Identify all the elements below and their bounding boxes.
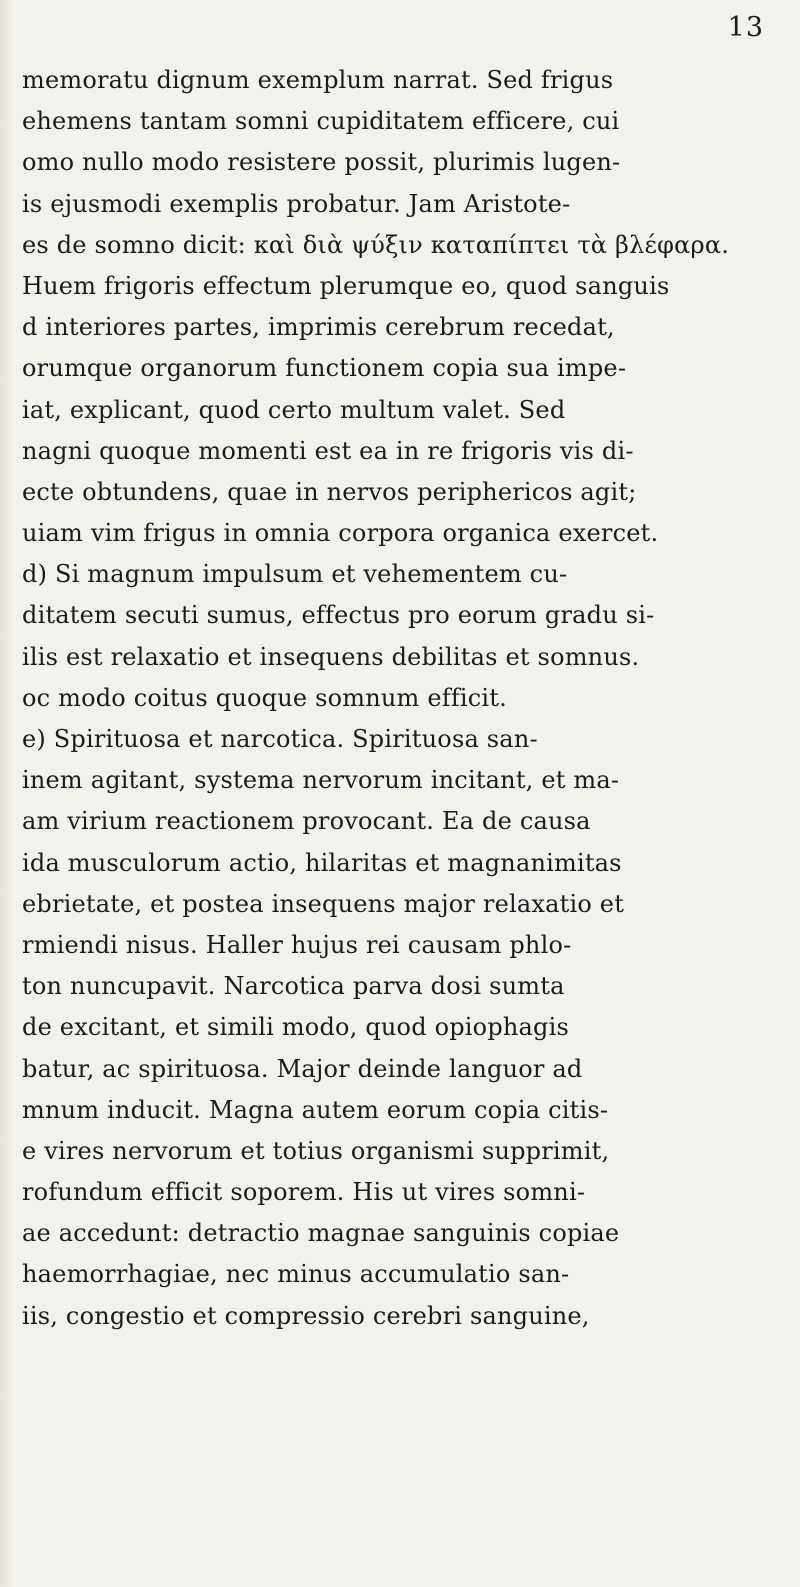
- text-line: mnum inducit. Magna autem eorum copia citis-: [22, 1095, 609, 1124]
- text-line: oc modo coitus quoque somnum efficit.: [22, 683, 507, 712]
- text-line: es de somno dicit: καὶ διὰ ψύξιν καταπίπτει τὰ βλέφαρα.: [22, 230, 730, 259]
- text-line: ehemens tantam somni cupiditatem efficere, cui: [22, 107, 620, 136]
- text-line: am virium reactionem provocant. Ea de causa: [22, 807, 591, 836]
- text-line: is ejusmodi exemplis probatur. Jam Aristote-: [22, 189, 571, 218]
- text-line: ebrietate, et postea insequens major relaxatio et: [22, 889, 625, 918]
- text-line: batur, ac spirituosa. Major deinde languor ad: [22, 1054, 583, 1083]
- text-line: iis, congestio et compressio cerebri sanguine,: [22, 1301, 590, 1330]
- text-line: ilis est relaxatio et insequens debilitas et somnus.: [22, 642, 640, 671]
- text-line: ida musculorum actio, hilaritas et magnanimitas: [22, 848, 622, 877]
- text-line: ecte obtundens, quae in nervos periphericos agit;: [22, 477, 637, 506]
- text-line: inem agitant, systema nervorum incitant, et ma-: [22, 766, 620, 795]
- text-line: iat, explicant, quod certo multum valet. Sed: [22, 395, 566, 424]
- text-line: rofundum efficit soporem. His ut vires somni-: [22, 1178, 586, 1207]
- text-line: e) Spirituosa et narcotica. Spirituosa san-: [22, 725, 538, 753]
- text-line: haemorrhagiae, nec minus accumulatio san-: [22, 1260, 570, 1289]
- text-line: nagni quoque momenti est ea in re frigoris vis di-: [22, 436, 634, 465]
- text-line: ditatem secuti sumus, effectus pro eorum gradu si-: [22, 601, 655, 630]
- text-line: uiam vim frigus in omnia corpora organica exercet.: [22, 519, 659, 548]
- body-text: [22, 60, 792, 1337]
- text-line: ton nuncupavit. Narcotica parva dosi sumta: [22, 972, 565, 1001]
- text-line: Huem frigoris effectum plerumque eo, quod sanguis: [22, 271, 670, 300]
- text-line: ae accedunt: detractio magnae sanguinis copiae: [22, 1219, 620, 1248]
- text-line: rmiendi nisus. Haller hujus rei causam phlo-: [22, 930, 572, 959]
- text-line: e vires nervorum et totius organismi supprimit,: [22, 1136, 610, 1165]
- text-line: orumque organorum functionem copia sua impe-: [22, 354, 627, 383]
- text-line: d) Si magnum impulsum et vehementem cu-: [22, 560, 568, 589]
- binding-shadow: [0, 0, 14, 1587]
- page-number: 13: [727, 12, 764, 43]
- text-line: d interiores partes, imprimis cerebrum recedat,: [22, 313, 615, 342]
- text-line: omo nullo modo resistere possit, plurimis lugen-: [22, 148, 621, 177]
- text-line: de excitant, et simili modo, quod opiophagis: [22, 1013, 570, 1042]
- text-line: memoratu dignum exemplum narrat. Sed frigus: [22, 66, 614, 94]
